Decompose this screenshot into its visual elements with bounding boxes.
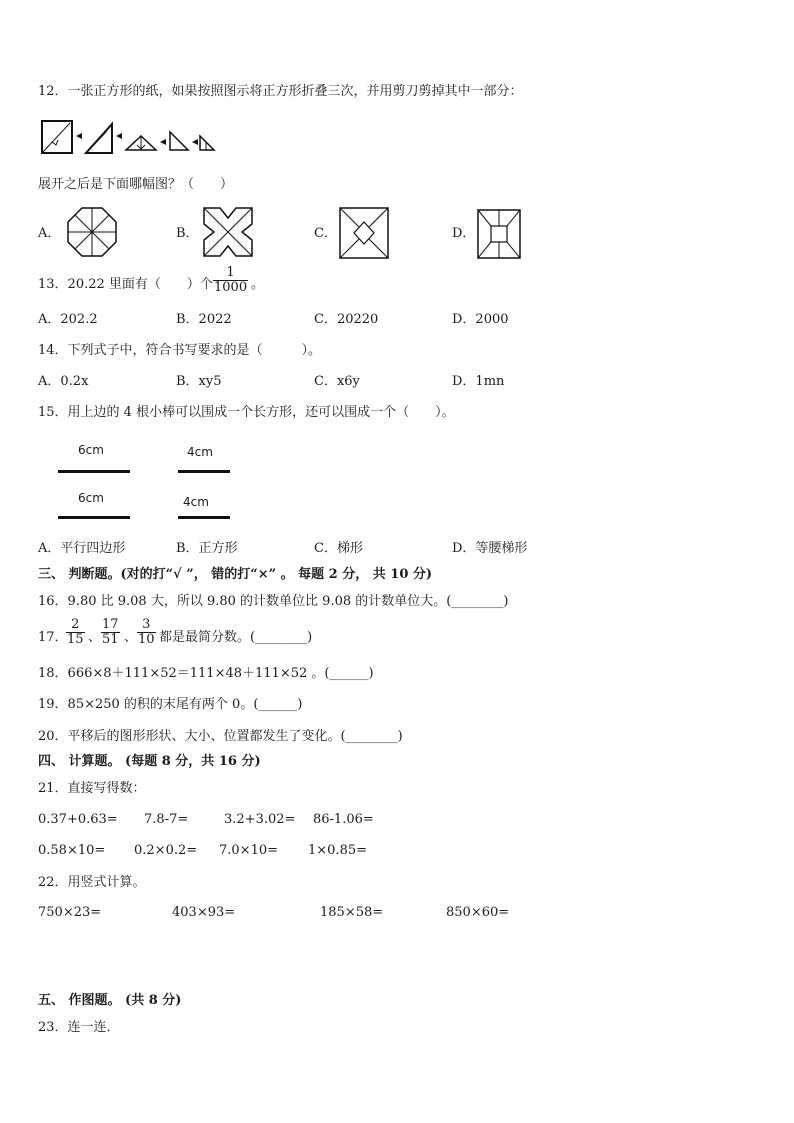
stick-2 [178, 470, 230, 473]
q15-option-a: A．平行四边形 [38, 541, 126, 556]
cross-shape-figure [202, 206, 254, 258]
q14-stem: 14．下列式子中，符合书写要求的是（ ）。 [38, 343, 322, 358]
q13-end: 。 [251, 277, 265, 292]
stick-label-3: 6cm [78, 491, 104, 505]
q22-item: 185×58= [320, 905, 384, 920]
stick-label-1: 6cm [78, 443, 104, 457]
q17-number: 17． [38, 630, 68, 645]
q15-option-d: D．等腰梯形 [452, 541, 528, 556]
q17-fraction-1-numerator: 2 [66, 618, 85, 633]
q17-separator-2: 、 [124, 630, 138, 645]
q17-fraction-3 [137, 618, 156, 647]
q17-text: 都是最简分数。(________) [159, 630, 313, 645]
q21-item: 0.37+0.63= [38, 812, 118, 827]
q21-item: 0.2×0.2= [134, 843, 198, 858]
section-4-heading: 四、 计算题。 (每题 8 分，共 16 分) [38, 754, 261, 769]
q13-option-b: B．2022 [176, 312, 232, 327]
stick-label-2: 4cm [187, 445, 213, 459]
q13-fraction-denominator: 1000 [214, 280, 248, 295]
q22-item: 403×93= [172, 905, 236, 920]
q14-option-c: C．x6y [314, 374, 360, 389]
q17-separator-1: 、 [88, 630, 102, 645]
section-3-heading: 三、 判断题。(对的打“√ ”， 错的打“×” 。 每题 2 分， 共 10 分) [38, 567, 433, 582]
q13-option-c: C．20220 [314, 312, 379, 327]
q16: 16．9.80 比 9.08 大，所以 9.80 的计数单位比 9.08 的计数单位大。(________) [38, 594, 509, 609]
octagon-figure [66, 206, 118, 258]
q12-option-c-label: C． [314, 226, 337, 241]
square-with-diamond-figure [338, 206, 390, 260]
q19: 19．85×250 的积的末尾有两个 0。(______) [38, 697, 303, 712]
stick-label-4: 4cm [183, 495, 209, 509]
q17-fraction-3-denominator: 10 [138, 632, 155, 647]
q17-fraction-1-denominator: 15 [67, 632, 84, 647]
q18: 18．666×8＋111×52＝111×48＋111×52 。(______) [38, 666, 374, 681]
q12-option-d-label: D． [452, 226, 476, 241]
q21-item: 3.2+3.02= [224, 812, 296, 827]
q23: 23．连一连． [38, 1020, 120, 1035]
q22-item: 850×60= [446, 905, 510, 920]
q13-stem: 13．20.22 里面有（ ）个 [38, 277, 213, 292]
q17-fraction-2 [101, 618, 120, 647]
q12-option-b-label: B． [176, 226, 199, 241]
q13-fraction [213, 266, 248, 295]
q22-stem: 22．用竖式计算。 [38, 875, 146, 890]
q12-option-a-label: A． [38, 226, 61, 241]
q13-option-a: A．202.2 [38, 312, 98, 327]
q14-option-d: D．1mn [452, 374, 505, 389]
q21-item: 0.58×10= [38, 843, 106, 858]
q20: 20．平移后的图形形状、大小、位置都发生了变化。(________) [38, 729, 403, 744]
q21-item: 7.0×10= [219, 843, 279, 858]
q17-fraction-2-denominator: 51 [102, 632, 119, 647]
stick-1 [58, 470, 130, 473]
square-with-inner-square-figure [476, 208, 522, 260]
q14-option-b: B．xy5 [176, 374, 222, 389]
q13-option-d: D．2000 [452, 312, 509, 327]
q12-stem: 12．一张正方形的纸，如果按照图示将正方形折叠三次，并用剪刀剪掉其中一部分： [38, 84, 523, 99]
q17-fraction-2-numerator: 17 [102, 617, 119, 632]
q15-option-b: B．正方形 [176, 541, 238, 556]
q21-item: 86-1.06= [313, 812, 374, 827]
q15-option-c: C．梯形 [314, 541, 363, 556]
q13-fraction-numerator: 1 [213, 266, 248, 281]
q17-fraction-1 [66, 618, 85, 647]
folding-steps-figure [40, 118, 220, 158]
q17-fraction-3-numerator: 3 [137, 618, 156, 633]
q12-follow: 展开之后是下面哪幅图？（ ） [38, 177, 234, 192]
q22-item: 750×23= [38, 905, 102, 920]
section-5-heading: 五、 作图题。 (共 8 分) [38, 993, 182, 1008]
q21-item: 7.8-7= [144, 812, 189, 827]
q15-stem: 15．用上边的 4 根小棒可以围成一个长方形，还可以围成一个（ ）。 [38, 405, 455, 420]
q21-stem: 21．直接写得数： [38, 781, 146, 796]
q14-option-a: A．0.2x [38, 374, 89, 389]
stick-4 [178, 516, 230, 519]
q21-item: 1×0.85= [308, 843, 368, 858]
stick-3 [58, 516, 130, 519]
